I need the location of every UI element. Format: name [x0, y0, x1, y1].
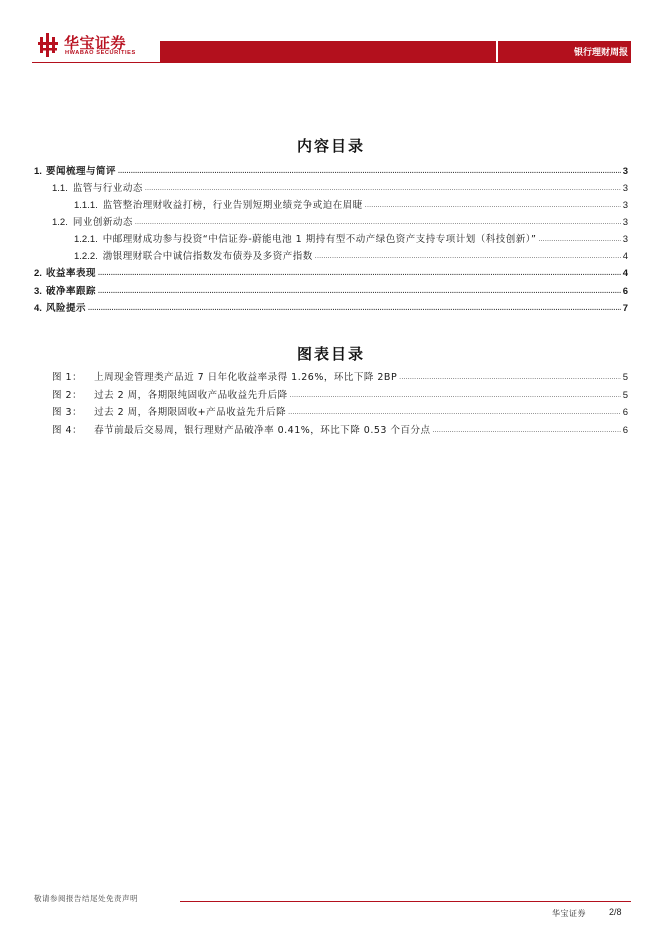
toc-leader-dots: [118, 165, 621, 178]
figure-entry-number: 图 4：: [52, 425, 83, 436]
toc-entry-page: 6: [622, 286, 628, 297]
figure-entry-page: 6: [622, 407, 628, 418]
toc-entry-number: 2.: [34, 268, 42, 279]
figure-entry-number: 图 1：: [52, 372, 83, 383]
toc-leader-dots: [538, 233, 620, 246]
toc-entry-number: 1.2.: [52, 217, 68, 228]
toc-entry[interactable]: [74, 200, 628, 213]
toc-entry-text: 收益率表现: [45, 268, 96, 279]
toc-entry[interactable]: [34, 166, 628, 179]
toc-entry-page: 4: [622, 251, 628, 262]
figures-toc-title: 图表目录: [296, 345, 365, 363]
figure-entry-text: 上周现金管理类产品近 7 日年化收益率录得 1.26%，环比下降 2BP: [94, 372, 398, 383]
toc-entry[interactable]: [34, 286, 628, 299]
toc-entry-page: 4: [622, 268, 628, 279]
toc-entry-number: 3.: [34, 286, 42, 297]
logo-mark-icon: [38, 33, 60, 57]
figure-entry-text: 过去 2 周，各期限固收+产品收益先升后降: [94, 407, 287, 418]
toc-entry[interactable]: [52, 217, 628, 230]
header-bar: [160, 41, 631, 62]
toc-entry-text: 监管整治理财收益打榜，行业告别短期业绩竞争或迫在眉睫: [102, 200, 363, 211]
toc-entry-text: 渤银理财联合中诚信指数发布债券及多资产指数: [102, 251, 313, 262]
figure-entry-page: 5: [622, 390, 628, 401]
toc-leader-dots: [98, 285, 621, 298]
figure-entry-number: 图 3：: [52, 407, 83, 418]
figure-entry-text: 过去 2 周，各期限纯固收产品收益先升后降: [94, 390, 288, 401]
figure-entry-text: 春节前最后交易周，银行理财产品破净率 0.41%，环比下降 0.53 个百分点: [94, 425, 431, 436]
figure-entry[interactable]: [52, 372, 628, 385]
company-logo: [38, 33, 158, 61]
figure-leader-dots: [288, 406, 621, 419]
toc-entry-page: 3: [622, 166, 628, 177]
figure-entry-number: 图 2：: [52, 390, 83, 401]
figure-entry[interactable]: [52, 407, 628, 420]
toc-entry-page: 3: [622, 183, 628, 194]
toc-leader-dots: [365, 199, 621, 212]
header-rule: [32, 62, 631, 63]
toc-entry-page: 3: [622, 234, 628, 245]
toc-leader-dots: [145, 182, 621, 195]
toc-title: 内容目录: [296, 137, 365, 155]
toc-entry-text: 监管与行业动态: [72, 183, 143, 194]
toc-entry[interactable]: [74, 234, 628, 247]
toc-leader-dots: [98, 267, 621, 280]
toc-entry-number: 4.: [34, 303, 42, 314]
toc-entry-page: 7: [622, 303, 628, 314]
toc-entry-page: 3: [622, 200, 628, 211]
toc-entry[interactable]: [34, 268, 628, 281]
toc-entry-text: 破净率跟踪: [45, 286, 96, 297]
header-divider: [496, 41, 498, 62]
figure-leader-dots: [399, 371, 621, 384]
toc-entry-text: 同业创新动态: [72, 217, 133, 228]
logo-text-cn: 华宝证券: [64, 34, 127, 52]
logo-text-en: HWABAO SECURITIES: [65, 50, 136, 56]
toc-entry-number: 1.1.: [52, 183, 68, 194]
footer-rule: [180, 901, 631, 902]
report-type-label: 银行理财周报: [573, 48, 628, 58]
toc-entry[interactable]: [52, 183, 628, 196]
figure-entry-page: 5: [622, 372, 628, 383]
toc-entry-text: 中邮理财成功参与投资“中信证券-蔚能电池 1 期持有型不动产绿色资产支持专项计划（科技创新）”: [102, 234, 537, 245]
figure-leader-dots: [290, 389, 621, 402]
figure-entry[interactable]: [52, 425, 628, 438]
toc-entry-page: 3: [622, 217, 628, 228]
toc-entry[interactable]: [74, 251, 628, 264]
figure-leader-dots: [432, 424, 620, 437]
footer-company: 华宝证券: [552, 909, 586, 918]
toc-entry-number: 1.: [34, 166, 42, 177]
toc-leader-dots: [315, 250, 621, 263]
toc-entry[interactable]: [34, 303, 628, 316]
footer-disclaimer: 敬请参阅报告结尾处免责声明: [34, 894, 138, 903]
toc-entry-number: 1.1.1.: [74, 200, 98, 211]
toc-leader-dots: [135, 216, 621, 229]
figure-entry[interactable]: [52, 390, 628, 403]
toc-leader-dots: [88, 302, 621, 315]
toc-entry-text: 风险提示: [45, 303, 86, 314]
toc-entry-number: 1.2.1.: [74, 234, 98, 245]
toc-entry-text: 要闻梳理与简评: [45, 166, 116, 177]
figure-entry-page: 6: [622, 425, 628, 436]
page-number: 2/8: [609, 907, 622, 917]
toc-entry-number: 1.2.2.: [74, 251, 98, 262]
